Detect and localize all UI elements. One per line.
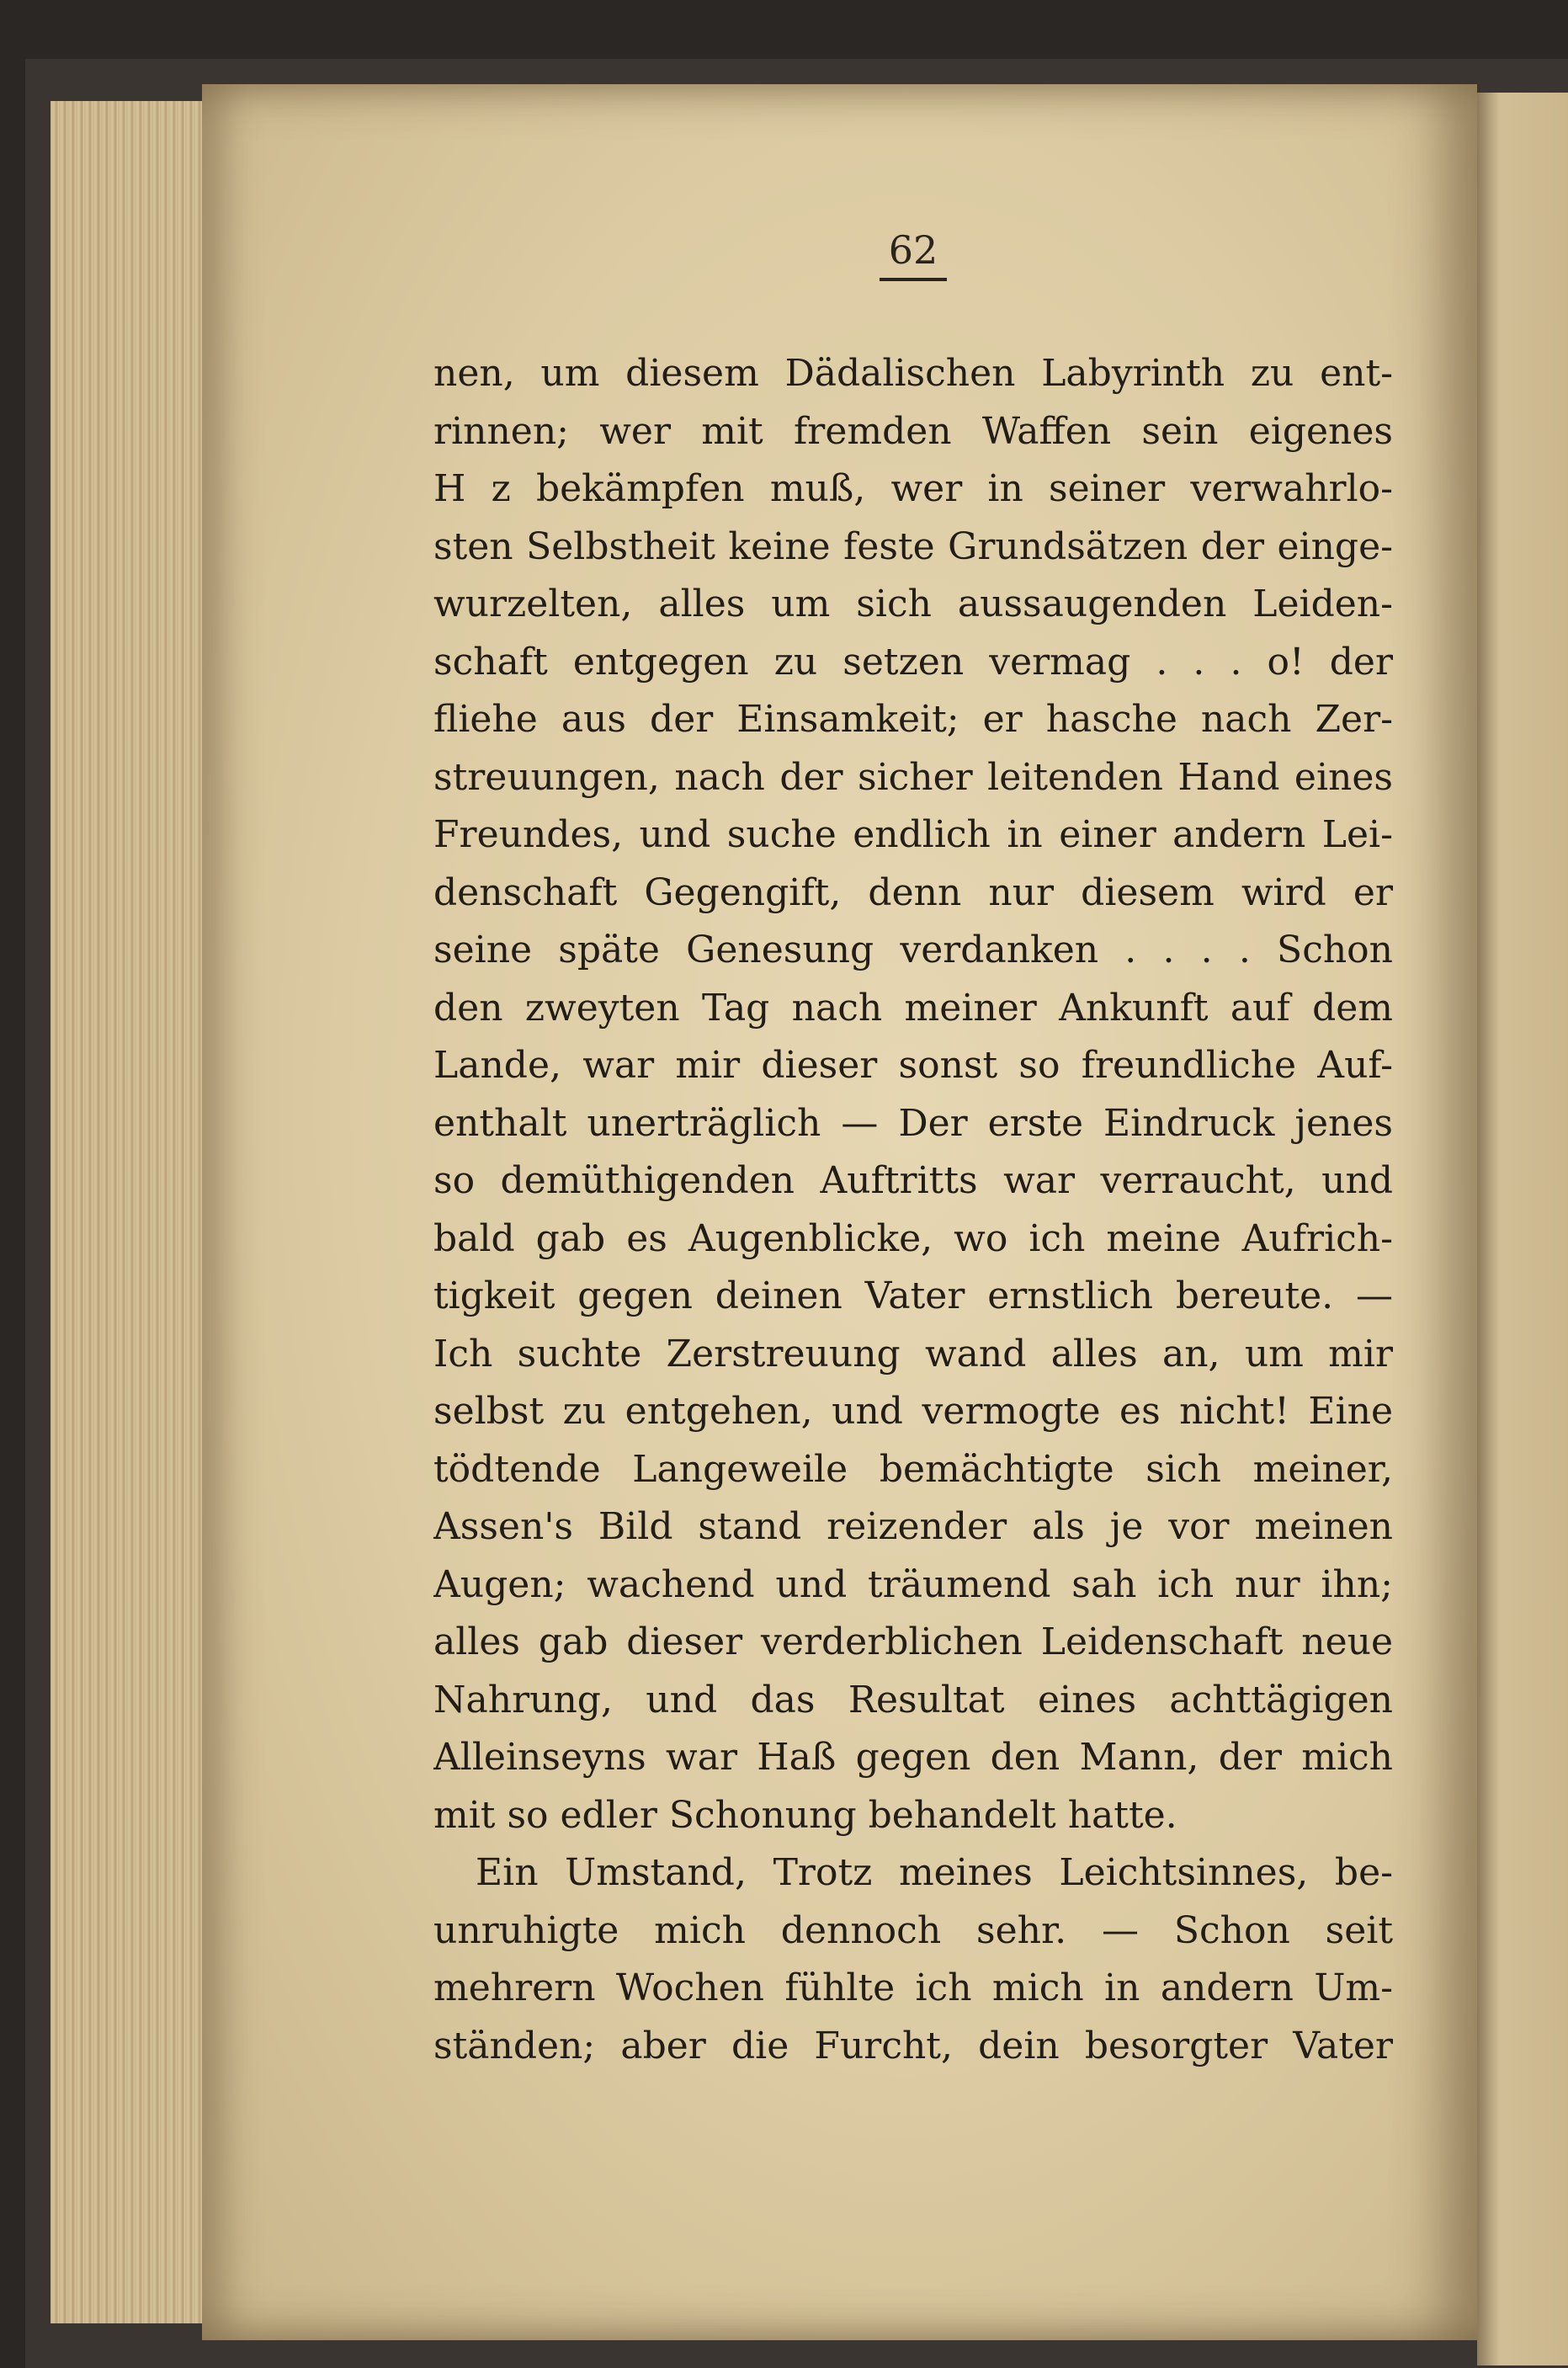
text-line: sten Selbstheit keine feste Grundsätzen der einge-	[433, 524, 1393, 568]
page-edges	[50, 101, 219, 2323]
text-line: mit so edler Schonung behandelt hatte.	[433, 1793, 1177, 1837]
text-line: Freundes, und suche endlich in einer andern Lei-	[433, 813, 1393, 856]
facing-page-edge	[1477, 93, 1568, 2365]
page-text	[433, 345, 1393, 2075]
text-line: fliehe aus der Einsamkeit; er hasche nach Zer-	[433, 698, 1393, 741]
text-line: seine späte Genesung verdanken . . . . Schon	[433, 929, 1393, 971]
text-line: so demüthigenden Auftritts war verraucht, und	[433, 1159, 1393, 1202]
text-line: unruhigte mich dennoch sehr. — Schon seit	[433, 1908, 1393, 1952]
text-line: mehrern Wochen fühlte ich mich in andern Um-	[433, 1966, 1393, 2009]
text-line: Assen's Bild stand reizender als je vor meinen	[433, 1505, 1393, 1548]
text-line: schaft entgegen zu setzen vermag . . . o! der	[433, 640, 1393, 684]
text-line: den zweyten Tag nach meiner Ankunft auf dem	[433, 986, 1393, 1030]
text-line: tigkeit gegen deinen Vater ernstlich bereute. —	[433, 1274, 1393, 1317]
text-line: rinnen; wer mit fremden Waffen sein eigenes	[433, 409, 1393, 453]
text-line: ständen; aber die Furcht, dein besorgter Vater	[433, 2024, 1393, 2067]
text-line: denschaft Gegengift, denn nur diesem wird er	[433, 870, 1393, 914]
text-line: selbst zu entgehen, und vermogte es nicht! Eine	[433, 1390, 1393, 1433]
text-line: bald gab es Augenblicke, wo ich meine Aufrich-	[433, 1216, 1393, 1260]
text-line: tödtende Langeweile bemächtigte sich meiner,	[433, 1447, 1393, 1491]
text-line: H z bekämpfen muß, wer in seiner verwahrlo-	[433, 467, 1393, 510]
text-line: enthalt unerträglich — Der erste Eindruck jenes	[433, 1101, 1393, 1145]
text-line: Augen; wachend und träumend sah ich nur ihn;	[433, 1562, 1393, 1606]
text-line: alles gab dieser verderblichen Leidenschaft neue	[433, 1620, 1393, 1663]
text-line: Ich suchte Zerstreuung wand alles an, um mir	[433, 1332, 1393, 1376]
page-number: 62	[880, 227, 947, 281]
text-line: Nahrung, und das Resultat eines achttägigen	[433, 1678, 1393, 1721]
text-line: streuungen, nach der sicher leitenden Hand eines	[433, 755, 1393, 799]
text-line: Lande, war mir dieser sonst so freundliche Auf-	[433, 1044, 1393, 1087]
text-line: Alleinseyns war Haß gegen den Mann, der mich	[433, 1736, 1393, 1779]
text-line: wurzelten, alles um sich aussaugenden Leiden-	[433, 583, 1393, 625]
text-line: nen, um diesem Dädalischen Labyrinth zu ent-	[433, 352, 1393, 395]
text-line: Ein Umstand, Trotz meines Leichtsinnes, be-	[476, 1851, 1393, 1894]
